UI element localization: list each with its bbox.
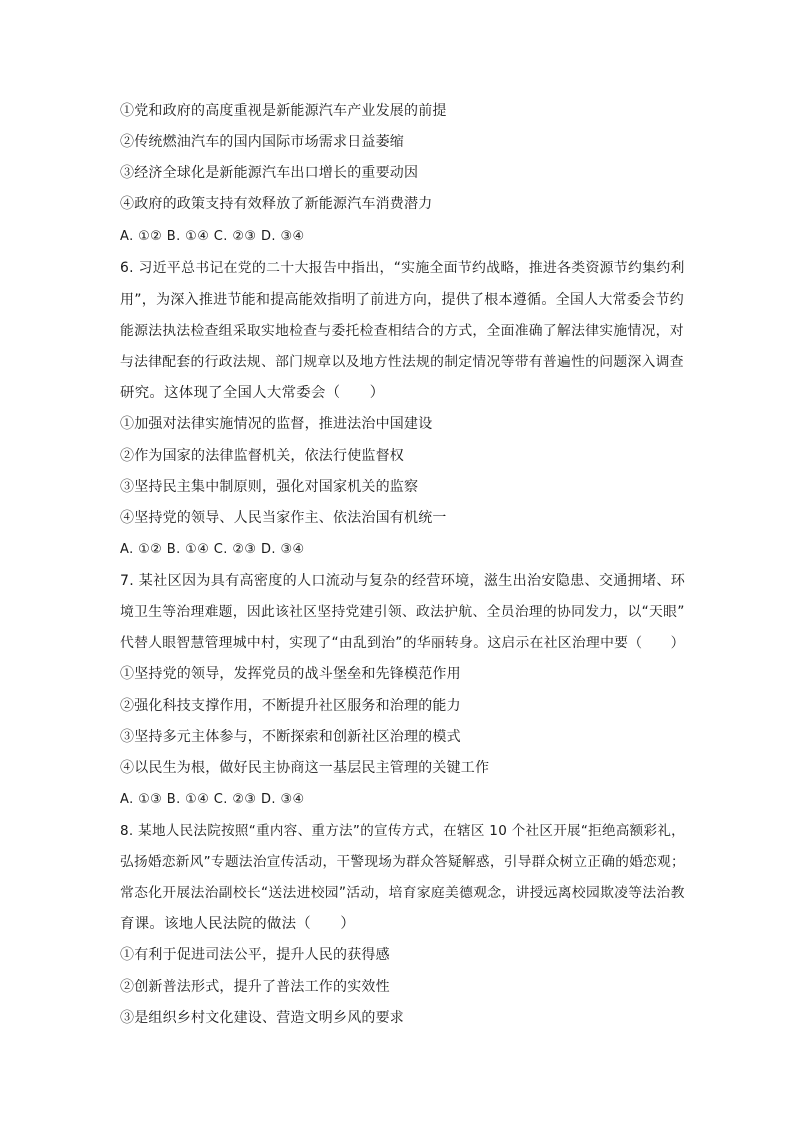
q6-stem-line-5: 研究。这体现了全国人大常委会（ ） [120,385,385,401]
q7-option-4: ④以民生为根，做好民主协商这一基层民主管理的关键工作 [120,760,490,776]
q7-option-2: ②强化科技支撑作用，不断提升社区服务和治理的能力 [120,698,461,714]
q5-option-1: ①党和政府的高度重视是新能源汽车产业发展的前提 [120,103,447,119]
q5-option-2: ②传统燃油汽车的国内国际市场需求日益萎缩 [120,134,404,150]
q8-option-1: ①有利于促进司法公平，提升人民的获得感 [120,947,390,963]
q8-option-2: ②创新普法形式，提升了普法工作的实效性 [120,979,390,995]
q5-option-4: ④政府的政策支持有效释放了新能源汽车消费潜力 [120,196,433,212]
q7-stem-line-2: 境卫生等治理难题，因此该社区坚持党建引领、政法护航、全员治理的协同发力，以“天眼” [120,604,685,620]
q8-stem-line-4: 育课。该地人民法院的做法（ ） [120,916,356,932]
q8-stem-line-2: 弘扬婚恋新风”专题法治宣传活动，干警现场为群众答疑解惑，引导群众树立正确的婚恋观； [120,854,685,870]
q8-stem-line-3: 常态化开展法治副校长“送法进校园”活动，培育家庭美德观念，讲授远离校园欺凌等法治教 [120,885,685,901]
q5-answer-choices: A. ①② B. ①④ C. ②③ D. ③④ [120,229,305,244]
q7-stem-line-1: 7. 某社区因为具有高密度的人口流动与复杂的经营环境，滋生出治安隐患、交通拥堵、环 [120,573,686,589]
q6-option-1: ①加强对法律实施情况的监督，推进法治中国建设 [120,416,433,432]
q6-option-4: ④坚持党的领导、人民当家作主、依法治国有机统一 [120,510,447,526]
q7-option-3: ③坚持多元主体参与，不断探索和创新社区治理的模式 [120,729,461,745]
q7-option-1: ①坚持党的领导，发挥党员的战斗堡垒和先锋模范作用 [120,666,461,682]
q6-stem-line-3: 能源法执法检查组采取实地检查与委托检查相结合的方式，全面准确了解法律实施情况，对 [120,323,684,339]
q6-option-3: ③坚持民主集中制原则，强化对国家机关的监察 [120,479,419,495]
q5-option-3: ③经济全球化是新能源汽车出口增长的重要动因 [120,165,419,181]
q6-stem-line-2: 用”，为深入推进节能和提高能效指明了前进方向，提供了根本遵循。全国人大常委会节约 [120,292,685,308]
q6-answer-choices: A. ①② B. ①④ C. ②③ D. ③④ [120,542,305,557]
q6-option-2: ②作为国家的法律监督机关，依法行使监督权 [120,448,404,464]
q6-stem-line-4: 与法律配套的行政法规、部门规章以及地方性法规的制定情况等带有普遍性的问题深入调查 [120,354,684,370]
q6-stem-line-1: 6. 习近平总书记在党的二十大报告中指出，“实施全面节约战略，推进各类资源节约集约利 [120,260,685,276]
q7-answer-choices: A. ①③ B. ①④ C. ②③ D. ③④ [120,792,305,807]
q8-option-3: ③是组织乡村文化建设、营造文明乡风的要求 [120,1010,404,1026]
q7-stem-line-3: 代替人眼智慧管理城中村，实现了“由乱到治”的华丽转身。这启示在社区治理中要（ ） [120,635,685,651]
q8-stem-line-1: 8. 某地人民法院按照“重内容、重方法”的宣传方式，在辖区 10 个社区开展“拒绝高额彩礼， [120,823,685,839]
